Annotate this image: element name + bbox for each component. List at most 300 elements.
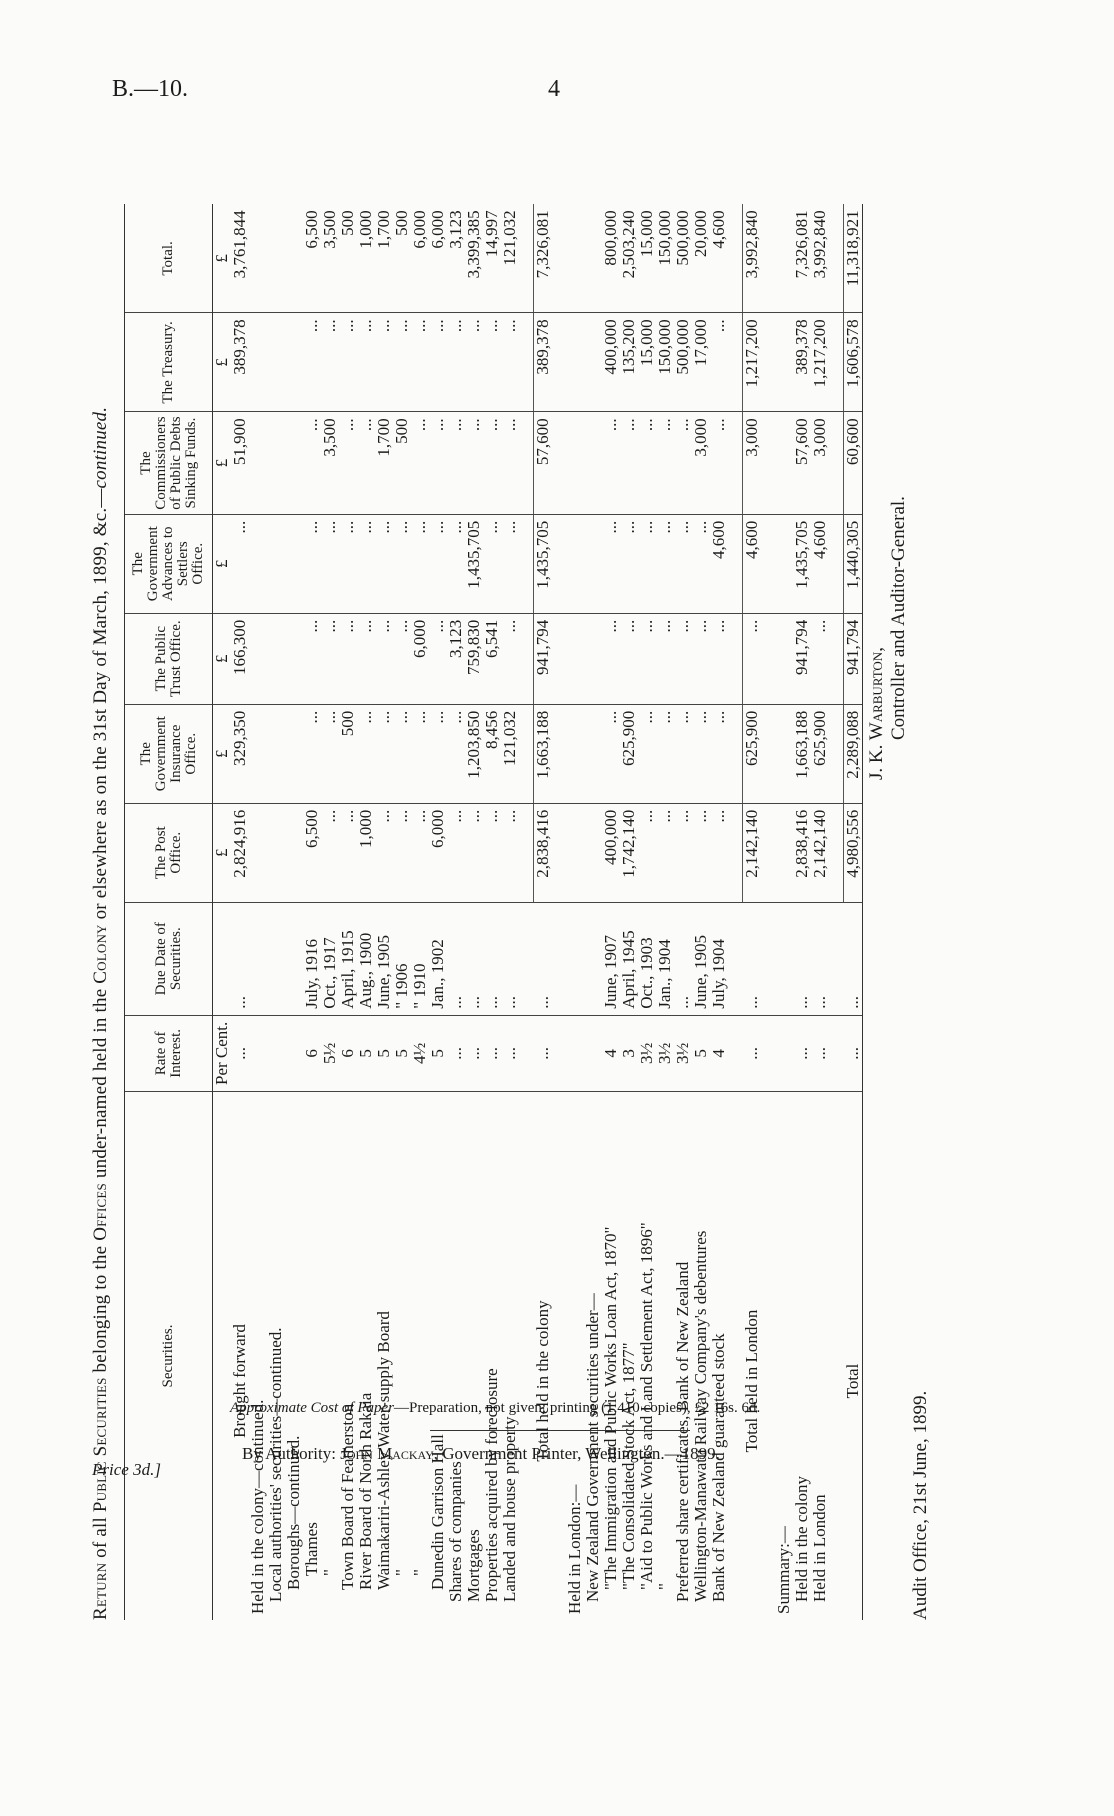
cell-insurance: ... [656,704,674,803]
row-label-text: Dunedin Garrison Hall [428,1434,447,1590]
cell-rate: 5 [429,1015,447,1091]
cell-total: 14,997 [483,204,501,313]
cell-treasury: ... [393,313,411,412]
cell-post: ... [483,803,501,902]
row-label [534,1092,553,1621]
cell-sinking: ... [656,412,674,514]
cell-sinking: ... [465,412,483,514]
cell-advances: ... [447,514,465,613]
cell-post [584,803,602,902]
cell-trust: ... [692,613,710,704]
cell-treasury: ... [483,313,501,412]
cell-due: Aug., 1900 [357,902,375,1015]
cell-total: 2,503,240 [620,204,638,313]
row-label [285,1092,303,1621]
cell-total: 3,500 [321,204,339,313]
row-label-text: Town Board of Featherston [338,1403,357,1590]
row-label [483,1092,501,1621]
cell-total: 6,000 [429,204,447,313]
cell-treasury: ... [375,313,393,412]
unit-pound: £ [213,704,232,803]
row-label-text: Wellington-Manawatu Railway Company's debentures [691,1230,710,1602]
cell-trust: ... [638,613,656,704]
cell-sinking: ... [674,412,692,514]
cell-total: 500 [393,204,411,313]
cell-advances: 1,435,705 [793,514,811,613]
row-label-text: Properties acquired by foreclosure [482,1368,501,1602]
cost-label: Approximate Cost of Paper [230,1400,395,1416]
cell-insurance: ... [357,704,375,803]
cell-sinking: ... [303,412,321,514]
cell-sinking: 3,500 [321,412,339,514]
cell-rate: 4 [710,1015,728,1091]
cell-due [584,902,602,1015]
cell-sinking [584,412,602,514]
table-title [90,120,124,1620]
cell-insurance: ... [692,704,710,803]
cell-rate: 3½ [638,1015,656,1091]
cell-treasury: ... [465,313,483,412]
row-label [393,1092,411,1621]
cell-rate: 6 [339,1015,357,1091]
cell-total: 500 [339,204,357,313]
cell-due: July, 1904 [710,902,728,1015]
unit-pound: £ [213,412,232,514]
cell-trust: ... [620,613,638,704]
cell-insurance: 625,900 [743,704,762,803]
units-row [213,204,232,1620]
col-rate: Rate of Interest. [125,1015,213,1091]
audit-office-date: Audit Office, 21st June, 1899. [910,1390,931,1620]
col-total: Total. [125,204,213,313]
row-label [743,1092,762,1621]
signature-name: J. K. Warburton, [866,647,887,780]
cell-treasury: ... [303,313,321,412]
cell-insurance: 2,289,088 [844,704,863,803]
col-post-office: The Post Office. [125,803,213,902]
col-advances: The Government Advances to Settlers Office. [125,514,213,613]
cell-treasury: 1,217,200 [811,313,829,412]
row-label-text: Bank of New Zealand guaranteed stock [709,1333,728,1602]
cell-treasury [249,313,267,412]
cell-advances [584,514,602,613]
cell-post: ... [393,803,411,902]
cell-trust: ... [339,613,357,704]
row-label [501,1092,519,1621]
cell-trust [285,613,303,704]
cell-post: 1,742,140 [620,803,638,902]
cell-advances: 4,600 [710,514,728,613]
cell-rate: 5 [393,1015,411,1091]
cell-advances: ... [375,514,393,613]
cell-treasury [775,313,793,412]
row-label-text: " [392,1569,411,1576]
cell-advances: ... [357,514,375,613]
row-label [465,1092,483,1621]
cost-text: —Preparation, not given; printing (1,410 copies), £2 16s. 6d. [394,1400,761,1416]
cell-post: ... [465,803,483,902]
cell-insurance [775,704,793,803]
footer-divider [430,1430,690,1431]
cell-trust: 6,541 [483,613,501,704]
row-label-text: Held in London [810,1494,829,1602]
row-label [566,1092,584,1621]
row-label-text: Landed and house property [500,1416,519,1602]
row-label [249,1092,267,1621]
cell-sinking: ... [501,412,519,514]
spacer-row [829,204,844,1620]
cell-rate [285,1015,303,1091]
cell-sinking: 500 [393,412,411,514]
unit-pound: £ [213,514,232,613]
title-text-3: under-named held in the [90,983,111,1184]
cell-trust: ... [602,613,620,704]
signature-title: Controller and Auditor-General. [888,496,909,740]
cell-advances [249,514,267,613]
cell-trust: 941,794 [534,613,553,704]
cell-due: ... [674,902,692,1015]
cell-treasury: 17,000 [692,313,710,412]
cell-treasury: ... [357,313,375,412]
cell-sinking: ... [429,412,447,514]
cell-trust: 6,000 [411,613,429,704]
col-securities: Securities. [125,1092,213,1621]
row-label [710,1092,728,1621]
cell-insurance: 625,900 [620,704,638,803]
cell-rate: 5 [375,1015,393,1091]
cell-total [285,204,303,313]
cell-rate: ... [793,1015,811,1091]
title-continued: continued. [90,406,111,489]
cell-due [285,902,303,1015]
row-label [692,1092,710,1621]
cell-treasury: 1,606,578 [844,313,863,412]
cell-post: 2,142,140 [743,803,762,902]
cell-sinking [775,412,793,514]
cell-trust: 166,300 [231,613,249,704]
cell-due: ... [811,902,829,1015]
cell-due: " 1906 [393,902,411,1015]
cell-post [775,803,793,902]
cell-treasury: ... [501,313,519,412]
cell-treasury: ... [411,313,429,412]
cell-advances [775,514,793,613]
cell-post: ... [692,803,710,902]
cell-advances: ... [692,514,710,613]
cell-treasury: 389,378 [231,313,249,412]
cell-sinking: 57,600 [534,412,553,514]
authority-pre: By Authority: [242,1444,341,1463]
table-row [844,204,863,1620]
cell-insurance: 625,900 [811,704,829,803]
cell-post [566,803,584,902]
cell-sinking: ... [357,412,375,514]
row-label [844,1092,863,1621]
cell-post: ... [411,803,429,902]
cell-treasury [267,313,285,412]
cell-trust [566,613,584,704]
cell-due: June, 1905 [692,902,710,1015]
page-number: 4 [548,76,560,102]
cell-total: 6,000 [411,204,429,313]
cell-rate: ... [743,1015,762,1091]
cell-treasury: 1,217,200 [743,313,762,412]
cell-rate: ... [534,1015,553,1091]
cell-trust: ... [357,613,375,704]
cell-due: Oct., 1903 [638,902,656,1015]
cell-sinking: 3,000 [811,412,829,514]
cell-total: 3,992,840 [811,204,829,313]
cell-post: ... [638,803,656,902]
cell-trust: 941,794 [844,613,863,704]
row-label-text: "The Consolidated Stock Act, 1877" [619,1342,638,1590]
cell-rate: ... [844,1015,863,1091]
cell-total: 7,326,081 [534,204,553,313]
cell-sinking [566,412,584,514]
row-label-text: Held in the colony—continued. [248,1399,267,1614]
row-label-text: Held in the colony [792,1475,811,1602]
cell-insurance: ... [393,704,411,803]
authority-line [242,1444,720,1464]
cell-insurance: ... [321,704,339,803]
cell-advances: ... [429,514,447,613]
cell-advances: ... [303,514,321,613]
title-text-2: belonging to the [90,1240,111,1378]
row-label-text: Held in London:— [565,1484,584,1614]
cell-sinking: ... [447,412,465,514]
cell-insurance: 8,456 [483,704,501,803]
spacer-row [761,204,775,1620]
cell-rate: 5 [357,1015,375,1091]
cell-advances: ... [501,514,519,613]
cell-due [267,902,285,1015]
cell-due: ... [501,902,519,1015]
cell-insurance: ... [411,704,429,803]
cell-post: 2,838,416 [793,803,811,902]
cell-rate: 6 [303,1015,321,1091]
cell-sinking: ... [483,412,501,514]
cell-total [267,204,285,313]
row-label [447,1092,465,1621]
cost-of-paper-note [230,1400,760,1417]
cell-sinking: 51,900 [231,412,249,514]
row-label [321,1092,339,1621]
cell-due: April, 1945 [620,902,638,1015]
cell-rate: 5 [692,1015,710,1091]
cell-insurance: ... [429,704,447,803]
cell-insurance: ... [447,704,465,803]
cell-treasury: 15,000 [638,313,656,412]
cell-trust: ... [743,613,762,704]
cell-due: ... [483,902,501,1015]
title-colony: Colony [90,924,111,984]
cell-post: 2,142,140 [811,803,829,902]
cell-total [249,204,267,313]
cell-sinking [249,412,267,514]
cell-sinking: ... [339,412,357,514]
cell-due: ... [743,902,762,1015]
cell-advances: ... [411,514,429,613]
col-public-trust: The Public Trust Office. [125,613,213,704]
cell-post: 2,824,916 [231,803,249,902]
cell-rate [267,1015,285,1091]
cell-total: 3,123 [447,204,465,313]
cell-insurance: ... [638,704,656,803]
cell-due: ... [447,902,465,1015]
cell-due: June, 1907 [602,902,620,1015]
cell-post: ... [674,803,692,902]
cell-trust: ... [429,613,447,704]
cell-total: 15,000 [638,204,656,313]
cell-trust [249,613,267,704]
cell-advances: 1,440,305 [844,514,863,613]
cell-rate [566,1015,584,1091]
cell-post: 400,000 [602,803,620,902]
cell-advances: ... [638,514,656,613]
row-label-text: Mortgages [464,1529,483,1602]
cell-due: " 1910 [411,902,429,1015]
cell-due: ... [844,902,863,1015]
cell-total: 1,000 [357,204,375,313]
row-label-text: River Board of North Rakaia [356,1392,375,1590]
cell-due: Jan., 1904 [656,902,674,1015]
cell-total: 6,500 [303,204,321,313]
cell-rate: ... [231,1015,249,1091]
row-label [638,1092,656,1621]
authority-post: , Government Printer, Wellington.—1899. [433,1444,720,1463]
cell-due: July, 1916 [303,902,321,1015]
cell-advances [566,514,584,613]
cell-trust: ... [321,613,339,704]
cell-total: 150,000 [656,204,674,313]
title-return: Return [90,1562,111,1620]
cell-sinking [285,412,303,514]
row-label-text: Summary:— [774,1526,793,1614]
cell-post: ... [501,803,519,902]
row-label-text: "Aid to Public Works and Land Settlement Act, 1896" [637,1222,656,1590]
cell-total: 500,000 [674,204,692,313]
cell-treasury: 500,000 [674,313,692,412]
cell-advances: ... [339,514,357,613]
row-label-text: Waimakariri-Ashley Water-supply Board [374,1311,393,1590]
title-public-securities: Public Securities [90,1377,111,1513]
row-label [411,1092,429,1621]
document-reference: B.—10. [112,76,189,102]
cell-trust: 941,794 [793,613,811,704]
cell-sinking: ... [710,412,728,514]
cell-post [267,803,285,902]
cell-treasury: ... [429,313,447,412]
cell-trust: ... [393,613,411,704]
cell-advances: 4,600 [743,514,762,613]
cell-post: ... [375,803,393,902]
row-label [811,1092,829,1621]
cell-advances: ... [321,514,339,613]
cell-advances: ... [602,514,620,613]
cell-rate [249,1015,267,1091]
cell-advances: ... [674,514,692,613]
row-label-text: Total held in London [741,1309,761,1453]
cell-rate [775,1015,793,1091]
cell-post: ... [339,803,357,902]
cell-total: 3,992,840 [743,204,762,313]
row-label [339,1092,357,1621]
unit-pound: £ [213,613,232,704]
cell-due: ... [465,902,483,1015]
cell-due: ... [231,902,249,1015]
cell-rate: ... [483,1015,501,1091]
cell-due: April, 1915 [339,902,357,1015]
cell-post [249,803,267,902]
cell-treasury: ... [339,313,357,412]
cell-rate: 4 [602,1015,620,1091]
cell-sinking: ... [620,412,638,514]
table-header-row [125,204,213,1620]
cell-total: 20,000 [692,204,710,313]
row-label [357,1092,375,1621]
title-offices: Offices [90,1183,111,1241]
cell-due: ... [793,902,811,1015]
cell-insurance: ... [602,704,620,803]
row-label [375,1092,393,1621]
cell-treasury: ... [447,313,465,412]
cell-rate [584,1015,602,1091]
cell-insurance: 500 [339,704,357,803]
cell-rate: ... [447,1015,465,1091]
cell-insurance: ... [674,704,692,803]
cell-treasury: 135,200 [620,313,638,412]
cell-total: 3,399,385 [465,204,483,313]
cell-advances: ... [620,514,638,613]
row-label-text: " [655,1583,674,1590]
row-label [584,1092,602,1621]
row-label [656,1092,674,1621]
row-label-text: Total [842,1363,862,1399]
cell-insurance [249,704,267,803]
row-label [429,1092,447,1621]
cell-due [566,902,584,1015]
cell-rate: ... [501,1015,519,1091]
cell-treasury: 389,378 [534,313,553,412]
cell-total: 800,000 [602,204,620,313]
cell-due [775,902,793,1015]
cell-trust [267,613,285,704]
cell-post [285,803,303,902]
table-row [793,204,811,1620]
unit-pound: £ [213,313,232,412]
cell-treasury [285,313,303,412]
cell-rate: ... [465,1015,483,1091]
row-label [793,1092,811,1621]
cell-insurance: ... [710,704,728,803]
cell-total: 11,318,921 [844,204,863,313]
cell-treasury: ... [321,313,339,412]
cell-total: 3,761,844 [231,204,249,313]
cell-treasury: ... [710,313,728,412]
cell-trust: ... [674,613,692,704]
row-label-text: Total held in the colony [532,1300,552,1462]
row-label-text: Thames [302,1522,321,1576]
cell-post: 4,980,556 [844,803,863,902]
row-label-text: " [320,1569,339,1576]
cell-total [584,204,602,313]
row-label-text: Shares of companies [446,1461,465,1602]
cell-trust: ... [501,613,519,704]
cell-due [249,902,267,1015]
cell-total: 4,600 [710,204,728,313]
cell-trust: 3,123 [447,613,465,704]
row-label-text: Brought forward [230,1324,249,1438]
